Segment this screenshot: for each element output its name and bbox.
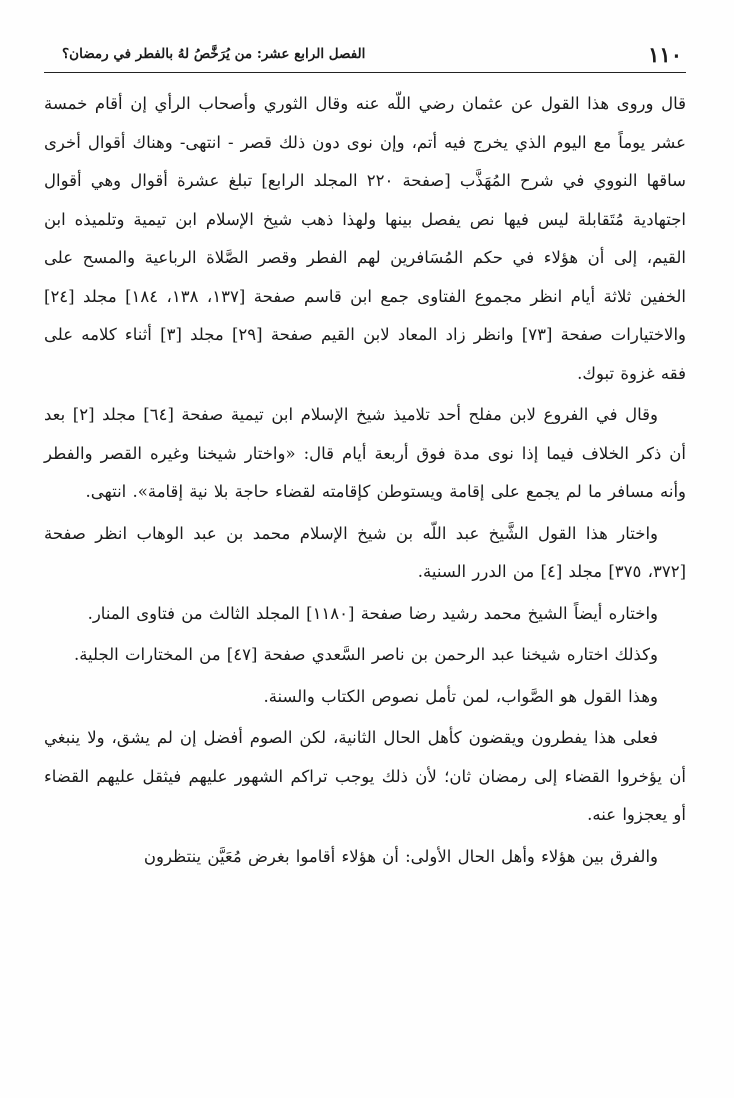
paragraph: فعلى هذا يفطرون ويقضون كأهل الحال الثانية، لكن الصوم أفضل إن لم يشق، ولا ينبغي أن يؤخروا القضاء إلى رمضان ثان؛ لأن ذلك يوجب تراكم الشهور عليهم فيثقل عليهم القضاء أو يعجزوا عنه. [44, 728, 686, 824]
paragraph: واختاره أيضاً الشيخ محمد رشيد رضا صفحة [١١٨٠] المجلد الثالث من فتاوى المنار. [87, 603, 658, 623]
chapter-title: الفصل الرابع عشر: من يُرَخَّصُ لهُ بالفطر في رمضان؟ [62, 46, 366, 62]
paragraph: واختار هذا القول الشَّيخ عبد اللّه بن شيخ الإسلام محمد بن عبد الوهاب انظر صفحة [٣٧٢، ٣٧٥] مجلد [٤] من الدرر السنية. [44, 523, 686, 581]
book-page [44, 36, 686, 1076]
body-text [44, 85, 686, 876]
paragraph: وكذلك اختاره شيخنا عبد الرحمن بن ناصر السَّعدي صفحة [٤٧] من المختارات الجلية. [73, 645, 658, 664]
running-header [44, 36, 686, 73]
page-number: ١١٠ [648, 41, 682, 67]
paragraph: وهذا القول هو الصَّواب، لمن تأمل نصوص الكتاب والسنة. [263, 686, 658, 706]
paragraph: قال وروى هذا القول عن عثمان رضي اللّه عنه وقال الثوري وأصحاب الرأي إن أقام خمسة عشر يوماً مع اليوم الذي يخرج فيه أتم، وإن نوى دون ذلك قصر - انتهى- وهناك أقوال أخرى ساقها النووي في شرح المُهَذَّب [صفحة ٢٢٠ المجلد الرابع] تبلغ عشرة أقوال وهي أقوال اجتهادية مُتَقابلة ليس فيها نص يفصل بينها ولهذا ذهب شيخ الإسلام ابن تيمية وتلميذه ابن القيم، إلى أن هؤلاء في حكم المُسَافرين لهم الفطر وقصر الصَّلاة الرباعية والمسح على الخفين ثلاثة أيام انظر مجموع الفتاوى جمع ابن قاسم صفحة [١٣٧، ١٣٨، ١٨٤] مجلد [٢٤] والاختيارات صفحة [٧٣] وانظر زاد المعاد لابن القيم صفحة [٢٩] مجلد [٣] أثناء كلامه على فقه غزوة تبوك. [44, 94, 686, 383]
paragraph: وقال في الفروع لابن مفلح أحد تلاميذ شيخ الإسلام ابن تيمية صفحة [٦٤] مجلد [٢] بعد أن ذكر الخلاف فيما إذا نوى مدة فوق أربعة أيام قال: «واختار شيخنا وغيره القصر والفطر وأنه مسافر ما لم يجمع على إقامة ويستوطن كإقامته لقضاء حاجة بلا نية إقامة». انتهى. [44, 405, 686, 501]
paragraph: والفرق بين هؤلاء وأهل الحال الأولى: أن هؤلاء أقاموا بغرض مُعَيَّن ينتظرون [143, 846, 658, 866]
